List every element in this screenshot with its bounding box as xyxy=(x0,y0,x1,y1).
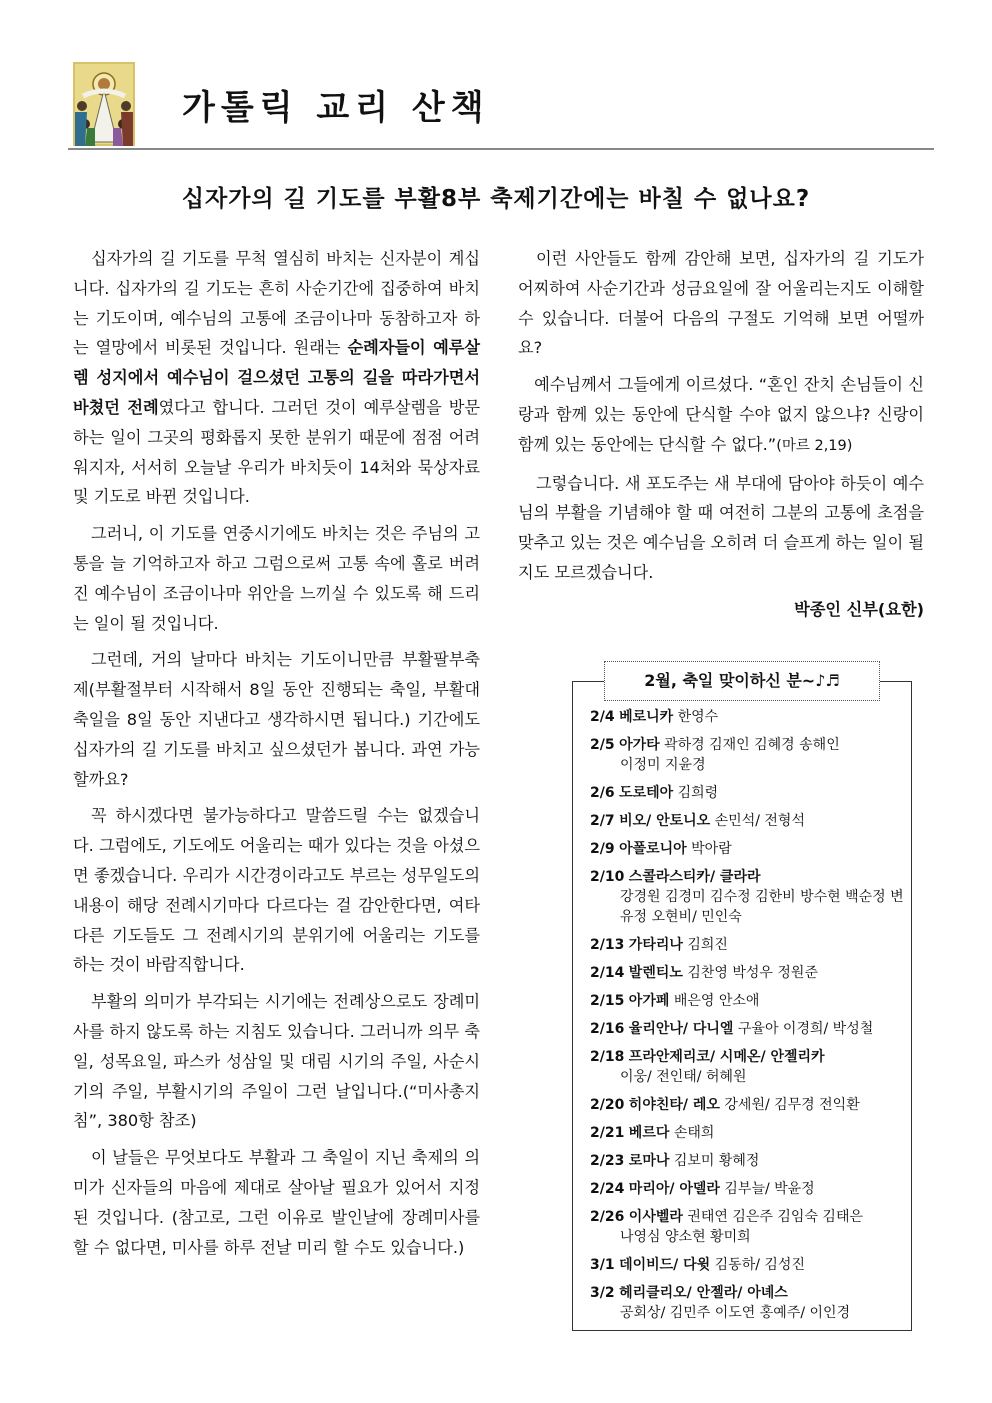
birthday-names: 김부늘/ 박윤정 xyxy=(724,1181,815,1197)
list-item xyxy=(590,811,904,831)
scripture-quote: 예수님께서 그들에게 이르셨다. “혼인 잔치 손님들이 신랑과 함께 있는 동안에 단식할 수야 없지 않으냐? 신랑이 함께 있는 동안에는 단식할 수 없다.”(마르 2,19) xyxy=(518,375,925,454)
birthday-date: 2/15 xyxy=(590,993,625,1009)
list-item xyxy=(590,735,904,775)
paragraph: 이런 사안들도 함께 감안해 보면, 십자가의 길 기도가 어찌하여 사순기간과 성금요일에 잘 어울리는지도 이해할 수 있습니다. 더불어 다음의 구절도 기억해 보면 어떨까요? xyxy=(518,249,924,358)
birthday-saint: 헤리클리오/ 안젤라/ 아녜스 xyxy=(619,1285,788,1301)
birthday-names: 배은영 안소애 xyxy=(673,993,760,1009)
highlighted-text: 순례자들이 예루살렘 성지에서 예수님이 걸으셨던 고통의 길을 따라가면서 바쳤던 전례 xyxy=(73,338,480,417)
birthday-date: 2/7 xyxy=(590,813,615,829)
birthday-names: 권태연 김은주 김임숙 김태은 xyxy=(687,1209,863,1225)
birthday-names: 김동하/ 김성진 xyxy=(714,1257,805,1273)
birthday-date: 2/13 xyxy=(590,937,625,953)
birthday-names-continued: 공회상/ 김민주 이도연 홍예주/ 이인경 xyxy=(620,1305,851,1321)
birthday-names-continued: 나영심 양소현 황미희 xyxy=(620,1229,751,1245)
birthday-saint: 스콜라스티카/ 클라라 xyxy=(628,869,761,885)
birthday-saint: 베로니카 xyxy=(619,709,674,725)
birthday-saint: 아폴로니아 xyxy=(619,841,687,857)
birthday-names: 손민석/ 전형석 xyxy=(714,813,805,829)
birthday-saint: 이사벨라 xyxy=(628,1209,683,1225)
birthday-names: 곽하경 김재인 김혜경 송해인 xyxy=(664,737,840,753)
birthday-date: 2/16 xyxy=(590,1021,625,1037)
list-item xyxy=(590,1019,904,1039)
paragraph: 십자가의 길 기도를 무척 열심히 바치는 신자분이 계십니다. 십자가의 길 기도는 흔히 사순기간에 집중하여 바치는 기도이며, 예수님의 고통에 조금이나마 동참하고자 하는 열망에서 비롯된 것입니다. 원래는 순례자들이 예루살렘 성지에서 예수님이 걸으셨던 고통의 길을 따라가면서 바쳤던 전례였다고 합니다. 그러던 것이 예루살렘을 방문하는 일이 그곳의 평화롭지 못한 분위기 때문에 점점 어려워지자, 서서히 오늘날 우리가 바치듯이 14처와 묵상자료 및 기도로 바뀐 것입니다. xyxy=(73,249,481,507)
birthday-box-title: 2월, 축일 맞이하신 분~♪♬ xyxy=(604,661,880,701)
birthday-saint: 도로테아 xyxy=(619,785,674,801)
list-item xyxy=(590,1151,904,1171)
birthday-names: 김보미 황혜정 xyxy=(673,1153,760,1169)
article-title: 십자가의 길 기도를 부활8부 축제기간에는 바칠 수 없나요? xyxy=(181,186,811,212)
birthday-date: 2/21 xyxy=(590,1125,625,1141)
list-item xyxy=(590,1179,904,1199)
birthday-date: 3/1 xyxy=(590,1257,615,1273)
birthday-saint: 아가페 xyxy=(628,993,670,1009)
birthday-date: 3/2 xyxy=(590,1285,615,1301)
list-item xyxy=(590,1095,904,1115)
header-divider xyxy=(68,148,934,150)
birthday-date: 2/18 xyxy=(590,1049,625,1065)
birthday-saint: 마리아/ 아델라 xyxy=(628,1181,720,1197)
birthday-date: 2/23 xyxy=(590,1153,625,1169)
birthday-list xyxy=(590,707,904,1331)
birthday-names: 김찬영 박성우 정원준 xyxy=(687,965,818,981)
paragraph: 그렇습니다. 새 포도주는 새 부대에 담아야 하듯이 예수님의 부활을 기념해야 할 때 여전히 그분의 고통에 초점을 맞추고 있는 것은 예수님을 오히려 더 슬프게 하는 일이 될지도 모르겠습니다. xyxy=(518,473,924,582)
article-right-column xyxy=(518,244,924,632)
article-left-column xyxy=(73,244,480,1269)
list-item xyxy=(590,1123,904,1143)
birthday-date: 2/9 xyxy=(590,841,615,857)
list-item xyxy=(590,839,904,859)
birthday-names: 김희령 xyxy=(677,785,719,801)
list-item xyxy=(590,1207,904,1247)
birthday-saint: 베르다 xyxy=(628,1125,670,1141)
birthday-date: 2/5 xyxy=(590,737,615,753)
birthday-names: 손태희 xyxy=(673,1125,715,1141)
jesus-icon xyxy=(73,62,135,146)
birthday-date: 2/26 xyxy=(590,1209,625,1225)
birthday-names: 구율아 이경희/ 박성철 xyxy=(737,1021,874,1037)
list-item xyxy=(590,1047,904,1087)
birthday-saint: 히야친타/ 레오 xyxy=(628,1097,720,1113)
birthday-saint: 로마나 xyxy=(628,1153,670,1169)
list-item xyxy=(590,935,904,955)
list-item xyxy=(590,707,904,727)
birthday-saint: 발렌티노 xyxy=(628,965,683,981)
birthday-names: 한영수 xyxy=(677,709,719,725)
page-title: 가톨릭 교리 산책 xyxy=(182,88,490,128)
paragraph: 부활의 의미가 부각되는 시기에는 전례상으로도 장례미사를 하지 않도록 하는 지침도 있습니다. 그러니까 의무 축일, 성목요일, 파스카 성삼일 및 대림 시기의 주일, 사순시기의 주일, 부활시기의 주일이 그런 날입니다.(“미사총지침”, 380항 참조) xyxy=(73,992,480,1131)
paragraph: 그런데, 거의 날마다 바치는 기도이니만큼 부활팔부축제(부활절부터 시작해서 8일 동안 진행되는 축일, 부활대축일을 8일 동안 지낸다고 생각하시면 됩니다.) 기간에도 십자가의 길 기도를 바치고 싶으셨던가 봅니다. 과연 가능할까요? xyxy=(73,650,480,789)
scripture-reference: (마르 2,19) xyxy=(776,437,853,454)
birthday-saint: 데이비드/ 다윗 xyxy=(619,1257,711,1273)
author-signature: 박종인 신부(요한) xyxy=(794,599,924,619)
list-item xyxy=(590,1283,904,1323)
list-item xyxy=(590,1255,904,1275)
paragraph: 이 날들은 무엇보다도 부활과 그 축일이 지닌 축제의 의미가 신자들의 마음에 제대로 살아날 필요가 있어서 지정된 것입니다. (참고로, 그런 이유로 발인날에 장례미사를 할 수 없다면, 미사를 하루 전날 미리 할 수도 있습니다.) xyxy=(73,1148,480,1257)
list-item xyxy=(590,991,904,1011)
birthday-names: 박아람 xyxy=(691,841,732,857)
birthday-date: 2/20 xyxy=(590,1097,625,1113)
birthday-date: 2/14 xyxy=(590,965,625,981)
birthday-saint: 아가타 xyxy=(619,737,660,753)
paragraph: 꼭 하시겠다면 불가능하다고 말씀드릴 수는 없겠습니다. 그럼에도, 기도에도 어울리는 때가 있다는 것을 아셨으면 좋겠습니다. 우리가 시간경이라고도 부르는 성무일도의 내용이 해당 전례시기마다 다르다는 걸 감안한다면, 여타 다른 기도들도 그 전례시기의 분위기에 어울리는 기도를 하는 것이 바람직합니다. xyxy=(73,806,480,975)
birthday-saint: 율리안나/ 다니엘 xyxy=(628,1021,734,1037)
list-item xyxy=(590,963,904,983)
birthday-saint: 비오/ 안토니오 xyxy=(619,813,711,829)
list-item xyxy=(590,867,904,927)
birthday-saint: 프라안제리코/ 시메온/ 안젤리카 xyxy=(628,1049,825,1065)
paragraph: 그러니, 이 기도를 연중시기에도 바치는 것은 주님의 고통을 늘 기억하고자 하고 그럼으로써 고통 속에 홀로 버려진 예수님이 조금이나마 위안을 느끼실 수 있도록 해 드리는 일이 될 것입니다. xyxy=(73,524,480,633)
birthday-date: 2/6 xyxy=(590,785,615,801)
birthday-date: 2/10 xyxy=(590,869,625,885)
list-item xyxy=(590,783,904,803)
birthday-names-continued: 강경원 김경미 김수정 김한비 방수현 백순정 변유정 오현비/ 민인숙 xyxy=(620,889,904,925)
birthday-names-continued: 이웅/ 전인태/ 허혜원 xyxy=(620,1069,747,1085)
birthday-names: 김희진 xyxy=(687,937,728,953)
birthday-saint: 가타리나 xyxy=(628,937,683,953)
birthday-date: 2/4 xyxy=(590,709,615,725)
birthday-names-continued: 이정미 지윤경 xyxy=(620,757,706,773)
birthday-date: 2/24 xyxy=(590,1181,625,1197)
birthday-names: 강세원/ 김무경 전익환 xyxy=(724,1097,860,1113)
